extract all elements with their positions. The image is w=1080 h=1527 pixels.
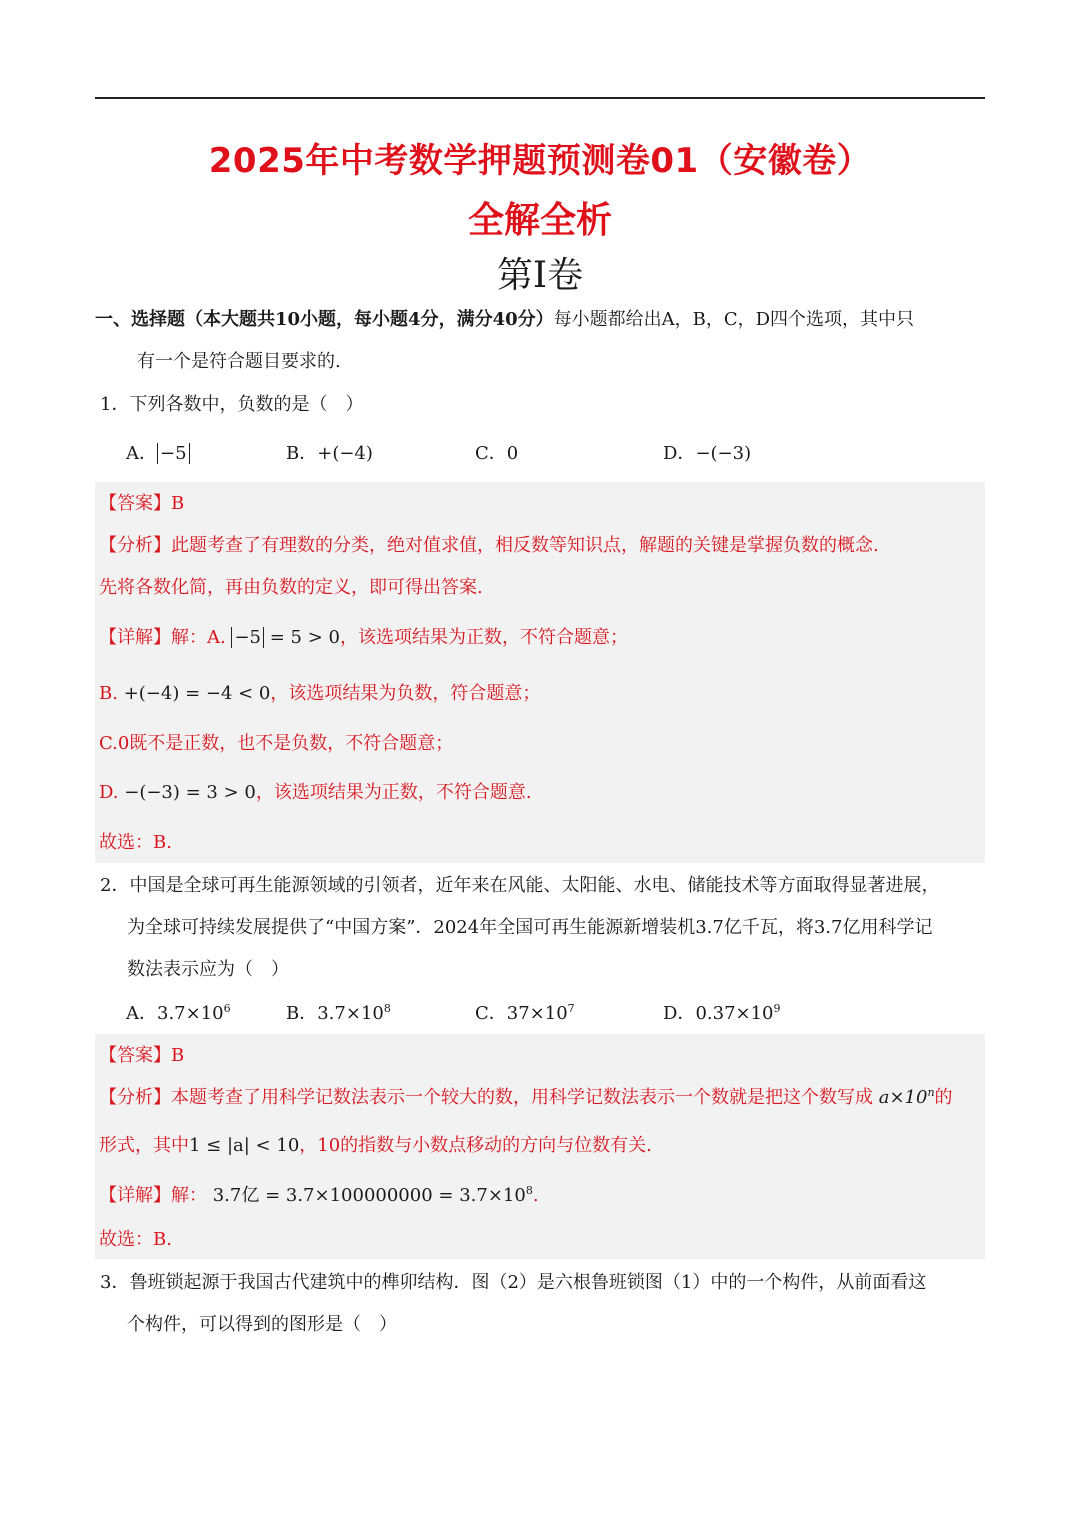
q2-analysis: 【分析】本题考查了用科学记数法表示一个较大的数，用科学记数法表示一个数就是把这个数写成 $a\times 10^n$的	[99, 1086, 953, 1108]
q3-stem-2: 个构件，可以得到的图形是（ ）	[127, 1314, 397, 1335]
q2-answer: 【答案】B	[99, 1045, 185, 1066]
q2-stem-3: 数法表示应为（ ）	[127, 959, 289, 980]
volume-title: 第I卷	[496, 255, 584, 296]
page-subtitle: 全解全析	[467, 200, 612, 241]
q1-detail-c: C.0既不是正数，也不是负数，不符合题意；	[99, 733, 454, 754]
q1-analysis: 【分析】此题考查了有理数的分类，绝对值求值，相反数等知识点，解题的关键是掌握负数的概念.	[99, 535, 879, 556]
q2-stem-1: 2．中国是全球可再生能源领域的引领者，近年来在风能、太阳能、水电、储能技术等方面取得显著进展，	[100, 875, 940, 896]
section-heading	[95, 308, 914, 332]
header-rule	[95, 97, 985, 99]
q2-option-b: B．$3.7\times 10^8$	[286, 1002, 391, 1024]
q1-answer: 【答案】B	[99, 493, 185, 514]
q1-detail-a: 【详解】解：A. −5 = 5 > 0，该选项结果为正数，不符合题意；	[99, 627, 628, 648]
q2-detail: 【详解】解： 3.7亿 = $3.7\times 100000000 = 3.7\times 10^8$.	[99, 1184, 539, 1206]
q2-conclusion: 故选：B.	[99, 1229, 172, 1250]
q2-analysis-cont: 形式，其中1 ≤ |a| < 10，10的指数与小数点移动的方向与位数有关.	[99, 1135, 652, 1156]
section-instruction: 每小题都给出A，B，C，D四个选项，其中只	[553, 309, 915, 330]
q1-detail-b: B. +(−4) = −4 < 0，该选项结果为负数，符合题意；	[99, 683, 541, 704]
q1-option-c: C．0	[475, 443, 519, 464]
q2-option-a: A．$3.7\times 10^6$	[126, 1002, 231, 1024]
q1-analysis-cont: 先将各数化简，再由负数的定义，即可得出答案.	[99, 577, 483, 598]
section-instruction-cont: 有一个是符合题目要求的.	[137, 351, 341, 372]
q2-option-d: D．$0.37\times 10^9$	[663, 1002, 781, 1024]
q2-option-c: C．$37\times 10^7$	[475, 1002, 575, 1024]
q2-stem-2: 为全球可持续发展提供了“中国方案”．2024年全国可再生能源新增装机3.7亿千瓦，将3.7亿用科学记	[127, 917, 933, 938]
q1-stem: 1．下列各数中，负数的是（ ）	[100, 394, 364, 415]
q1-option-b: B．+(−4)	[286, 443, 373, 464]
q1-conclusion: 故选：B.	[99, 832, 172, 853]
q1-option-d: D．−(−3)	[663, 443, 752, 464]
q3-stem-1: 3．鲁班锁起源于我国古代建筑中的榫卯结构．图（2）是六根鲁班锁图（1）中的一个构件，从前面看这	[100, 1272, 927, 1293]
q1-option-a: A． −5	[126, 442, 190, 466]
page-title: 2025年中考数学押题预测卷01（安徽卷）	[208, 141, 872, 181]
section-heading-bold: 一、选择题（本大题共10小题，每小题4分，满分40分）	[95, 309, 554, 330]
q1-detail-d: D. −(−3) = 3 > 0，该选项结果为正数，不符合题意.	[99, 782, 532, 803]
